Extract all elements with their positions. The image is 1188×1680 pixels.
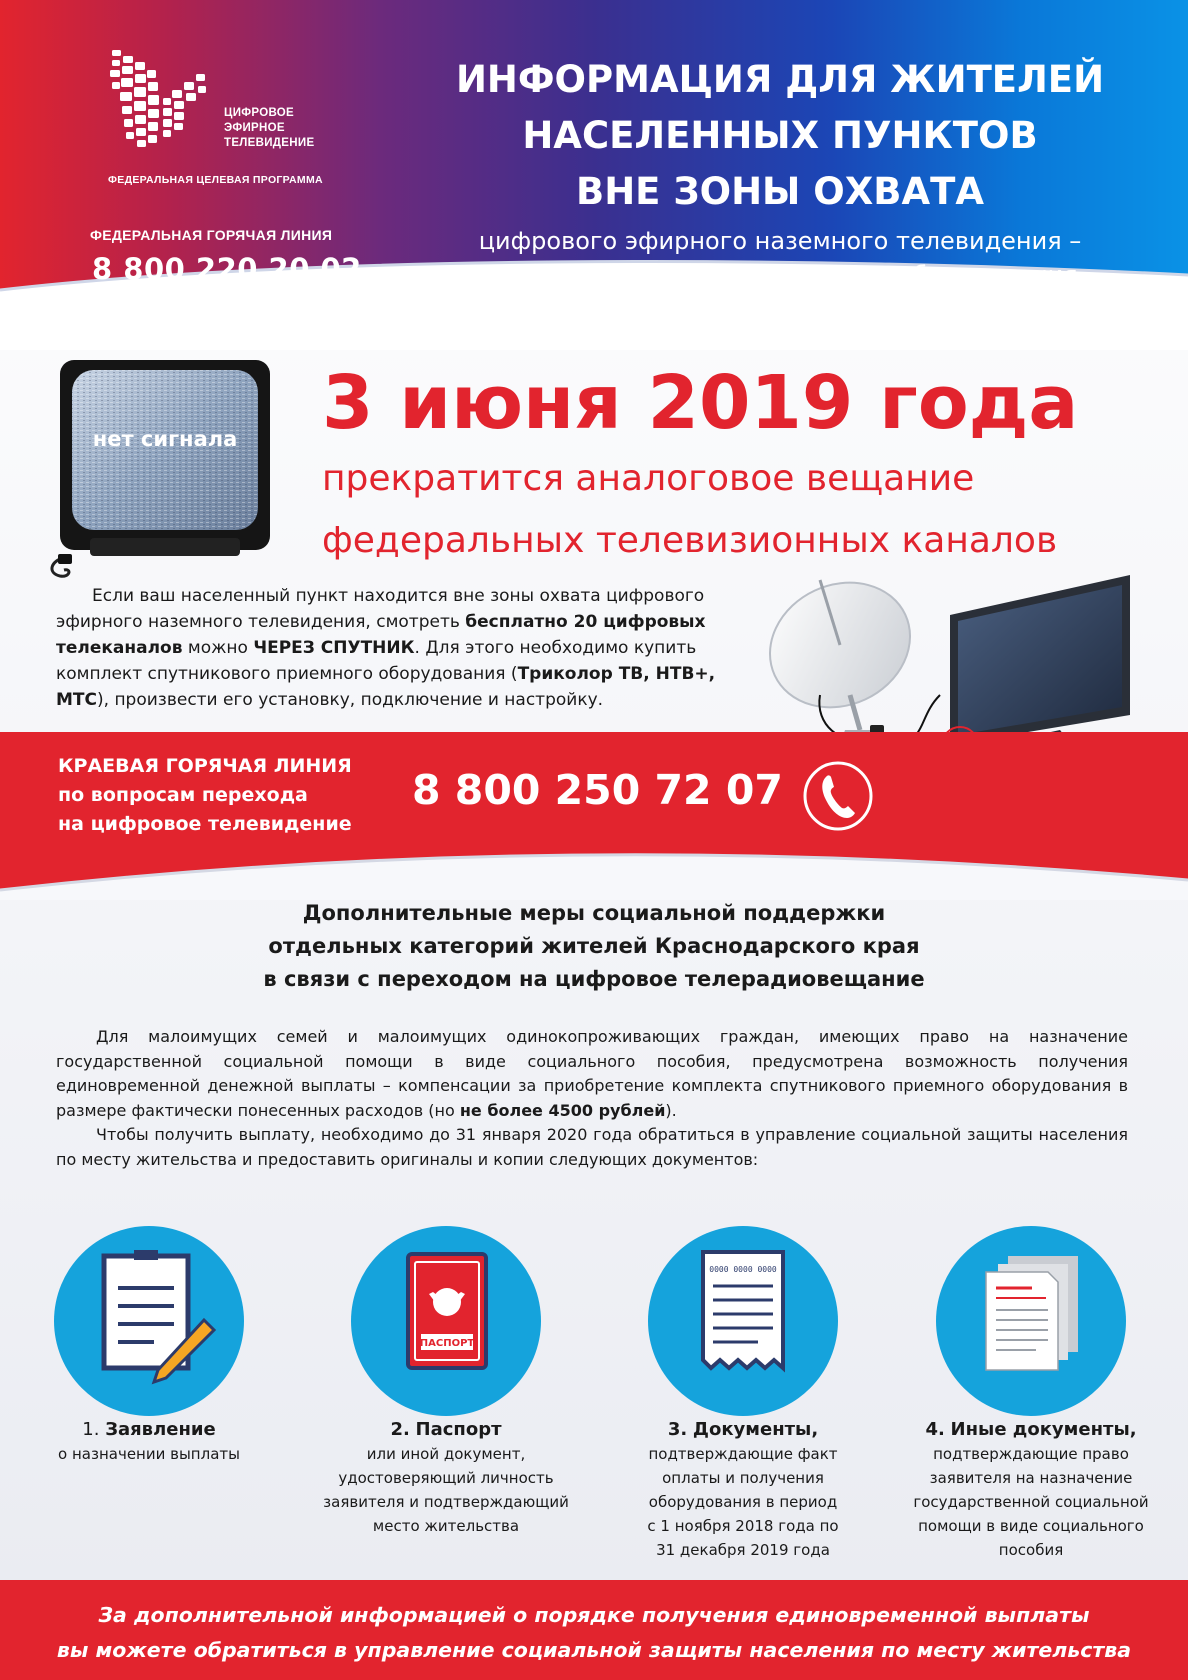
support-paragraph-2: Чтобы получить выплату, необходимо до 31 января 2020 года обратиться в управление социальной защиты населения по месту жительства и предоставить оригиналы и копии следующих документов: <box>56 1125 1128 1169</box>
krai-hotline-label: КРАЕВАЯ ГОРЯЧАЯ ЛИНИЯ по вопросам перехода на цифровое телевидение <box>58 755 352 835</box>
footer-note: За дополнительной информацией о порядке получения единовременной выплаты вы можете обратиться в управление социальной защиты населения по месту жительства <box>56 1603 1132 1662</box>
passport-icon-label: ПАСПОРТ <box>419 1338 475 1349</box>
receipt-icon <box>648 1226 838 1416</box>
main-title: ИНФОРМАЦИЯ ДЛЯ ЖИТЕЛЕЙ НАСЕЛЕННЫХ ПУНКТОВ ВНЕ ЗОНЫ ОХВАТА <box>455 58 1105 213</box>
logo-program-caption: ФЕДЕРАЛЬНАЯ ЦЕЛЕВАЯ ПРОГРАММА <box>108 174 323 186</box>
passport-icon <box>351 1226 541 1416</box>
documents-stack-icon <box>936 1226 1126 1416</box>
krai-hotline-number[interactable]: 8 800 250 72 07 <box>412 766 783 814</box>
announcement-line-1: прекратится аналоговое вещание <box>322 458 975 499</box>
document-caption-3: 3. Документы, подтверждающие факт оплаты и получения оборудования в период с 1 ноября 2018 года по 31 декабря 2019 года <box>647 1419 839 1559</box>
federal-hotline-number[interactable]: 8 800 220 20 02 <box>92 252 362 286</box>
document-caption-1: 1. Заявление о назначении выплаты <box>58 1419 240 1463</box>
shutdown-date: 3 июня 2019 года <box>322 360 1079 446</box>
document-caption-4: 4. Иные документы, подтверждающие право заявителя на назначение государственной социальной помощи в виде социального пособия <box>913 1419 1149 1559</box>
logo-text: ЦИФРОВОЕ ЭФИРНОЕ ТЕЛЕВИДЕНИЕ <box>224 107 315 149</box>
support-section-title: Дополнительные меры социальной поддержки отдельных категорий жителей Краснодарского края в связи с переходом на цифровое телерадиовещание <box>263 901 925 991</box>
butterfly-logo-icon <box>108 46 218 166</box>
intro-paragraph: Если ваш населенный пункт находится вне зоны охвата цифрового эфирного наземного телевидения, смотреть бесплатно 20 цифровых телеканалов можно ЧЕРЕЗ СПУТНИК. Для этого необходимо купить комплект спутникового приемного оборудования (Триколор ТВ, НТВ+, МТС), произвести его установку, подключение и настройку. <box>56 586 716 710</box>
tv-no-signal-text: нет сигнала <box>92 427 238 451</box>
no-signal-tv-icon <box>50 358 278 583</box>
announcement-line-2: федеральных телевизионных каналов <box>322 520 1058 561</box>
main-subtitle: цифрового эфирного наземного телевидения – домохозяйств без спутникового оборудования <box>478 227 1082 289</box>
application-form-icon <box>54 1226 244 1416</box>
receipt-number: 0000 0000 0000 <box>709 1265 777 1274</box>
federal-hotline-label: ФЕДЕРАЛЬНАЯ ГОРЯЧАЯ ЛИНИЯ <box>90 227 333 243</box>
red-band-wave <box>0 850 1188 900</box>
logo <box>108 46 348 186</box>
support-body <box>56 1025 1128 1172</box>
phone-icon <box>800 758 876 834</box>
document-caption-2: 2. Паспорт или иной документ, удостоверяющий личность заявителя и подтверждающий место жительства <box>323 1419 569 1535</box>
support-paragraph-1: Для малоимущих семей и малоимущих одинокопроживающих граждан, имеющих право на назначение государственной социальной помощи в виде социального пособия, предусмотрена возможность получения единовременной денежной выплаты – компенсации за приобретение комплекта спутникового приемного оборудования в размере фактически понесенных расходов (но не более 4500 рублей). <box>56 1027 1128 1120</box>
